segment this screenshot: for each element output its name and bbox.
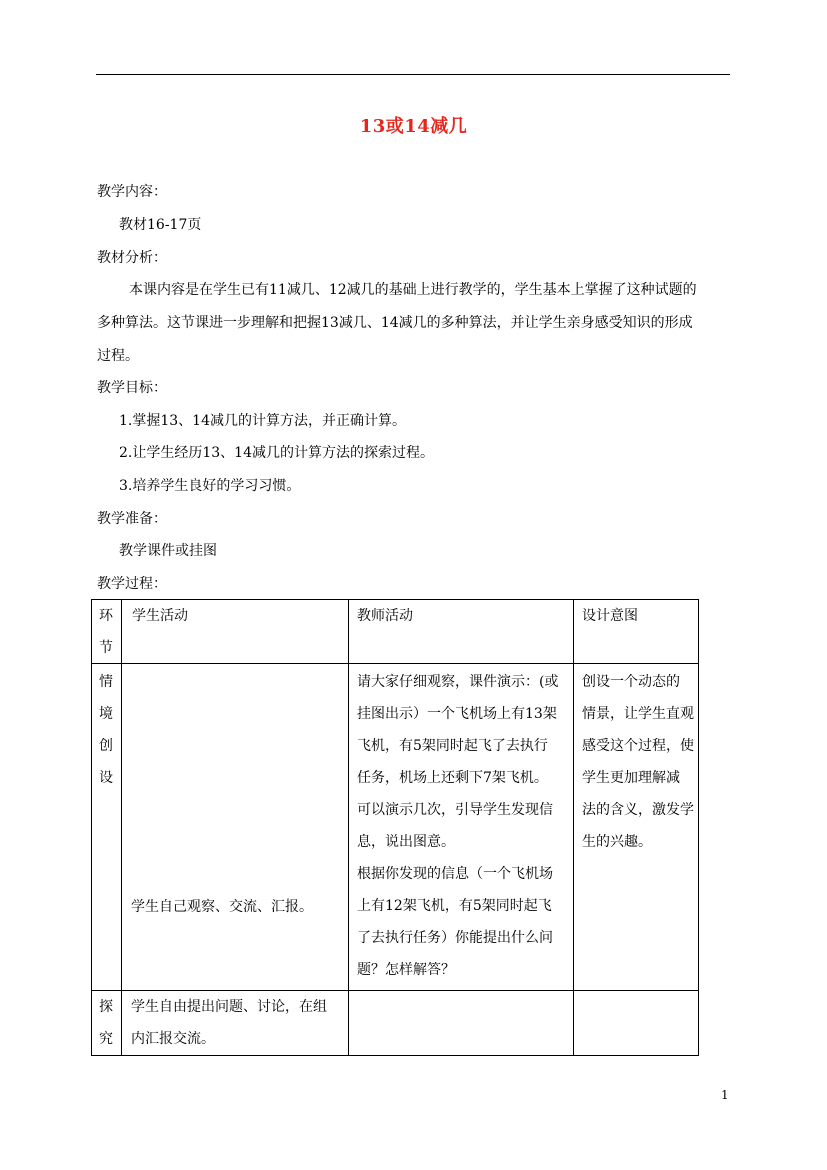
header-rule: [96, 74, 730, 75]
prep-text: 教学课件或挂图: [119, 543, 217, 559]
header-stage: 环 节: [99, 608, 113, 656]
row2-stage: 探 究: [99, 999, 113, 1047]
goals-label: 教学目标：: [97, 380, 167, 396]
table-border: [573, 599, 574, 1056]
header-student: 学生活动: [132, 608, 188, 624]
document-title: 13或14减几: [359, 116, 468, 137]
header-teacher: 教师活动: [357, 608, 413, 624]
prep-label: 教学准备：: [97, 511, 167, 527]
goal-item: 3.培养学生良好的学习习惯。: [119, 478, 301, 494]
table-border: [91, 663, 699, 664]
row2-student: 学生自由提出问题、讨论，在组 内汇报交流。: [131, 999, 327, 1047]
page-number: 1: [721, 1088, 729, 1102]
analysis-line: 过程。: [97, 348, 139, 364]
table-border: [121, 599, 122, 1056]
content-label: 教学内容：: [97, 184, 167, 200]
goal-item: 2.让学生经历13、14减几的计算方法的探索过程。: [119, 445, 434, 461]
table-border: [698, 599, 699, 1056]
table-border: [91, 599, 92, 1056]
goal-item: 1.掌握13、14减几的计算方法，并正确计算。: [119, 413, 406, 429]
row1-design: 创设一个动态的 情景，让学生直观 感受这个过程，使 学生更加理解减 法的含义，激发学 生的兴趣。: [582, 674, 694, 850]
table-border: [91, 1055, 699, 1056]
header-design: 设计意图: [582, 608, 638, 624]
analysis-label: 教材分析：: [97, 250, 167, 266]
lesson-table: [91, 599, 699, 1056]
row1-student: 学生自己观察、交流、汇报。: [131, 899, 313, 915]
row1-stage: 情 境 创 设: [99, 674, 113, 786]
analysis-line: 多种算法。这节课进一步理解和把握13减几、14减几的多种算法，并让学生亲身感受知识的形成: [97, 315, 693, 331]
process-label: 教学过程：: [97, 576, 167, 592]
row1-teacher: 请大家仔细观察，课件演示：(或 挂图出示）一个飞机场上有13架 飞机，有5架同时起飞了去执行 任务，机场上还剩下7架飞机。 可以演示几次，引导学生发现信 息，说出图意。 根据你发现的信息（一个飞机场 上有12架飞机，有5架同时起飞 了去执行任务）你能提出什么问 题？怎样解答？: [357, 674, 559, 978]
table-border: [348, 599, 349, 1056]
content-text: 教材16-17页: [119, 217, 202, 233]
analysis-line: 本课内容是在学生已有11减几、12减几的基础上进行教学的，学生基本上掌握了这种试题的: [129, 282, 697, 298]
